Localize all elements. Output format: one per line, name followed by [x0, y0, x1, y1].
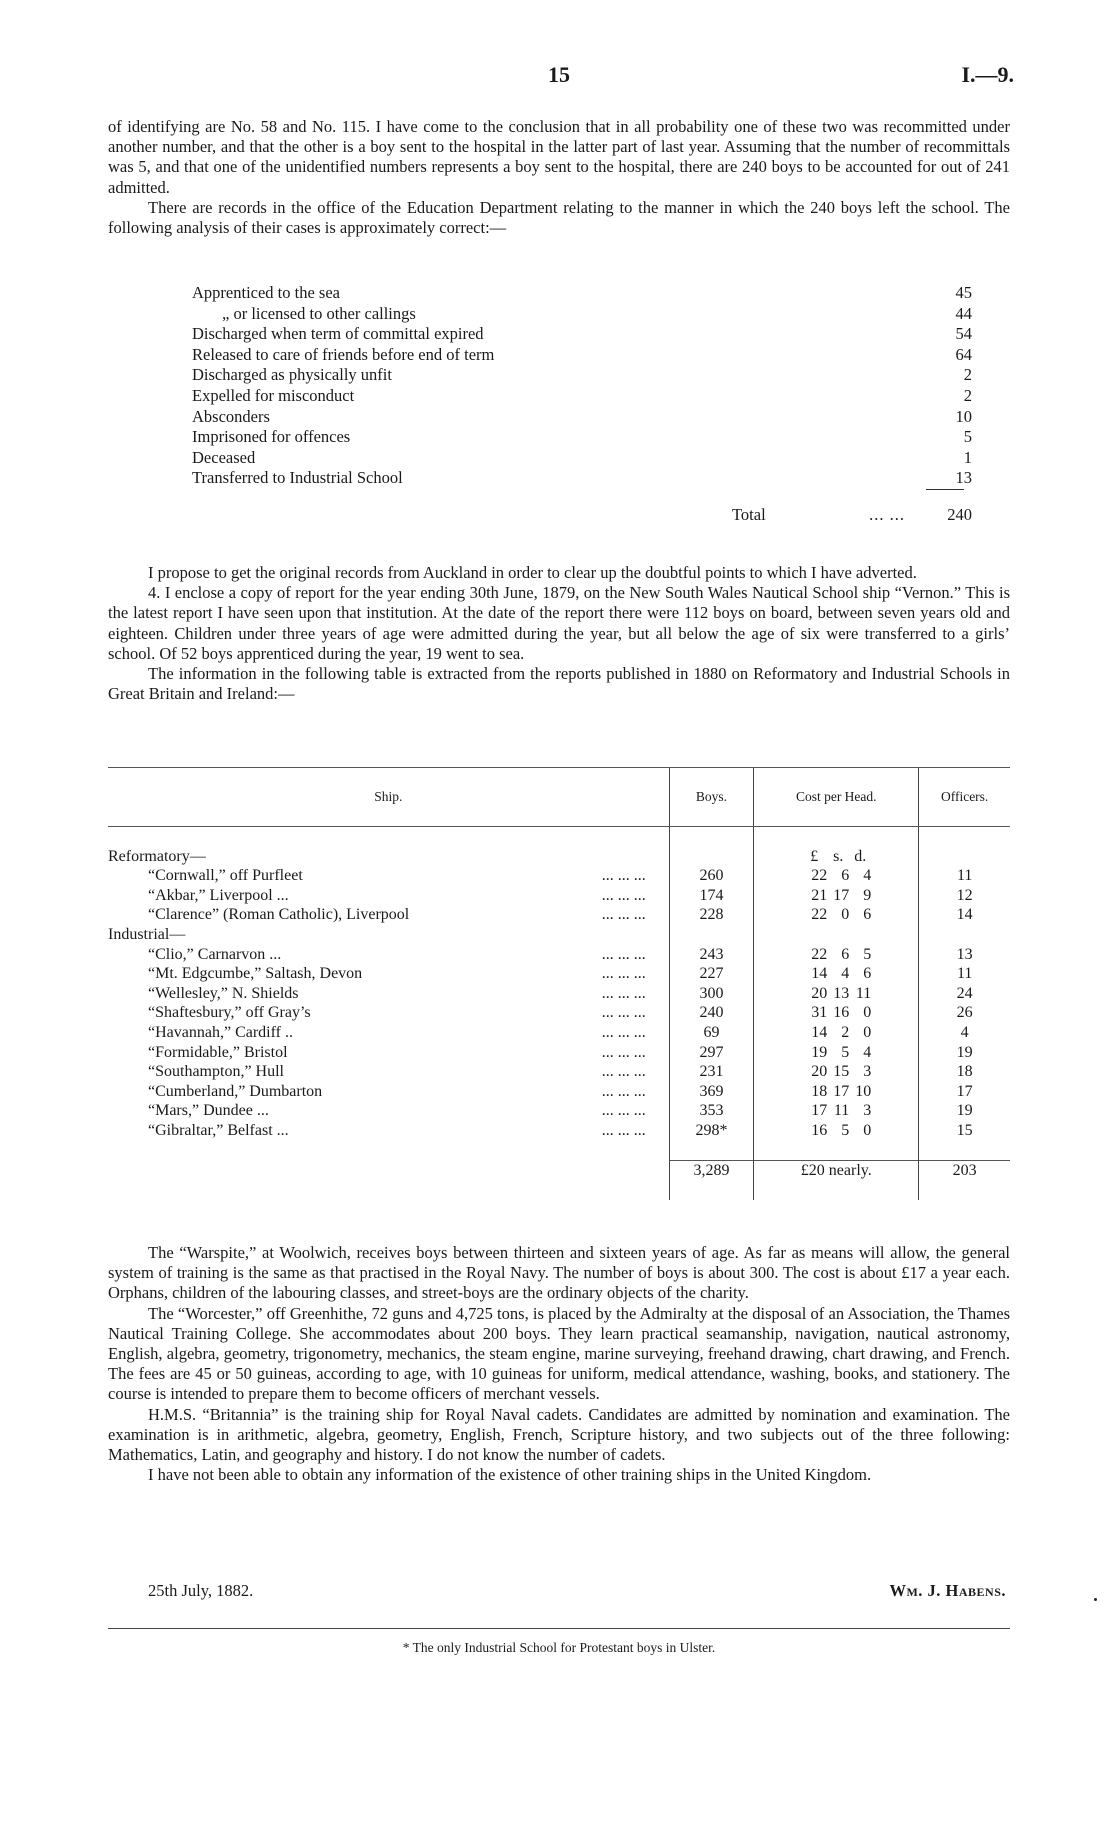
officers-count: 11 — [919, 964, 1010, 984]
cost-per-head: 22 6 4 — [811, 867, 872, 885]
table-row: “Clio,” Carnarvon ... ... ... ... 243 22 6 5 13 — [108, 945, 1010, 965]
table-row: “Wellesley,” N. Shields ... ... ... 300 20 13 11 24 — [108, 984, 1010, 1004]
boys-count: 369 — [669, 1082, 754, 1102]
analysis-row — [192, 324, 972, 345]
analysis-row — [192, 304, 972, 325]
ship-name: “Cornwall,” off Purfleet — [148, 867, 303, 885]
header-officers: Officers. — [919, 768, 1010, 827]
ship-name: “Southampton,” Hull — [148, 1063, 284, 1081]
middle-text — [108, 563, 1010, 704]
table-row: “Mars,” Dundee ... ... ... ... 353 17 11 3 19 — [108, 1101, 1010, 1121]
paragraph: 4. I enclose a copy of report for the year ending 30th June, 1879, on the New South Wales Nautical School ship “Vernon.” This is the latest report I have seen upon that institution. At the date of the report there were 112 boys on board, between seven years old and eighteen. Children under three years of age were admitted during the year, but all below the age of six were transferred to a girls’ school. Of 52 boys apprenticed during the year, 19 went to sea. — [108, 583, 1010, 663]
total-value: 240 — [947, 504, 972, 524]
table-row: “Mt. Edgcumbe,” Saltash, Devon ... ... ... 227 14 4 6 11 — [108, 964, 1010, 984]
currency-units: £ s. d. — [810, 847, 867, 865]
analysis-row — [192, 283, 972, 304]
table-row: “Akbar,” Liverpool ... ... ... ... 174 21 17 9 12 — [108, 886, 1010, 906]
analysis-label: Released to care of friends before end of term — [192, 344, 495, 364]
table-row: “Southampton,” Hull ... ... ... 231 20 15 3 18 — [108, 1062, 1010, 1082]
analysis-row — [192, 386, 972, 407]
analysis-row — [192, 448, 972, 469]
table-row: “Formidable,” Bristol ... ... ... 297 19 5 4 19 — [108, 1043, 1010, 1063]
header-cost: Cost per Head. — [754, 768, 919, 827]
ship-name: “Clio,” Carnarvon ... — [148, 945, 282, 963]
officers-count: 13 — [919, 945, 1010, 965]
analysis-label: Apprenticed to the sea — [192, 283, 340, 302]
table-row: “Gibraltar,” Belfast ... ... ... ... 298* 16 5 0 15 — [108, 1121, 1010, 1141]
boys-count: 231 — [669, 1062, 754, 1082]
boys-count: 260 — [669, 866, 754, 886]
analysis-value: 10 — [955, 406, 972, 426]
boys-count: 297 — [669, 1043, 754, 1063]
cost-per-head: 14 4 6 — [811, 965, 872, 983]
paragraph: The “Warspite,” at Woolwich, receives boys between thirteen and sixteen years of age. As far as means will allow, the general system of training is the same as that practised in the Royal Navy. The number of boys is about 300. The cost is about £17 a year each. Orphans, children of the labouring classes, and street-boys are the ordinary objects of the charity. — [108, 1243, 1010, 1303]
officers-count: 14 — [919, 905, 1010, 925]
signature-date: 25th July, 1882. — [148, 1581, 254, 1600]
analysis-value: 2 — [963, 385, 972, 405]
category-row — [108, 847, 1010, 867]
ship-name: “Shaftesbury,” off Gray’s — [148, 1004, 311, 1022]
officers-count: 19 — [919, 1101, 1010, 1121]
footnote-rule — [108, 1628, 1010, 1629]
header-boys: Boys. — [669, 768, 754, 827]
analysis-row — [192, 407, 972, 428]
ship-name: “Akbar,” Liverpool ... — [148, 886, 289, 904]
officers-count: 15 — [919, 1121, 1010, 1141]
cost-per-head: 22 6 5 — [811, 945, 872, 963]
analysis-value: 2 — [963, 365, 972, 385]
cost-per-head: 14 2 0 — [811, 1023, 872, 1041]
signature-line — [108, 1581, 1010, 1601]
total-label: Total — [732, 504, 766, 524]
stray-mark — [1094, 1598, 1097, 1601]
analysis-label: Deceased — [192, 447, 256, 467]
analysis-label: Imprisoned for offences — [192, 427, 351, 447]
analysis-value: 5 — [963, 427, 972, 447]
cost-per-head: 20 13 11 — [811, 984, 872, 1002]
table-row: “Clarence” (Roman Catholic), Liverpool ... ... ... 228 22 0 6 14 — [108, 905, 1010, 925]
table-row: “Havannah,” Cardiff .. ... ... ... 69 14 2 0 4 — [108, 1023, 1010, 1043]
total-boys: 3,289 — [669, 1161, 754, 1181]
ship-name: “Gibraltar,” Belfast ... — [148, 1121, 289, 1139]
officers-count: 17 — [919, 1082, 1010, 1102]
ship-name: “Formidable,” Bristol — [148, 1043, 288, 1061]
cost-per-head: 31 16 0 — [811, 1004, 872, 1022]
paragraph: There are records in the office of the Education Department relating to the manner in which the 240 boys left the school. The following analysis of their cases is approximately correct:— — [108, 197, 1010, 238]
table-header-row — [108, 768, 1010, 827]
analysis-row — [192, 345, 972, 366]
analysis-list — [192, 283, 972, 527]
cost-per-head: 17 11 3 — [811, 1102, 872, 1120]
officers-count: 19 — [919, 1043, 1010, 1063]
boys-count: 174 — [669, 886, 754, 906]
cost-per-head: 22 0 6 — [811, 906, 872, 924]
boys-count: 298* — [669, 1121, 754, 1141]
category-row — [108, 925, 1010, 945]
closing-text — [108, 1243, 1010, 1485]
officers-count: 4 — [919, 1023, 1010, 1043]
analysis-label: Transferred to Industrial School — [192, 468, 403, 488]
analysis-row — [192, 468, 972, 489]
page-header — [0, 62, 1114, 92]
ship-name: “Mars,” Dundee ... — [148, 1102, 269, 1120]
boys-count: 69 — [669, 1023, 754, 1043]
analysis-label: „ or licensed to other callings — [222, 303, 416, 323]
officers-count: 12 — [919, 886, 1010, 906]
analysis-label: Discharged when term of committal expired — [192, 324, 484, 344]
leader-dots: ... ... — [869, 504, 905, 524]
analysis-label: Expelled for misconduct — [192, 385, 355, 405]
paragraph: H.M.S. “Britannia” is the training ship for Royal Naval cadets. Candidates are admitted by nomination and examination. The examination is in arithmetic, algebra, geometry, English, French, Scripture history, and two subjects out of the three following: Mathematics, Latin, and geography and history. I do not know the number of cadets. — [108, 1404, 1010, 1465]
ship-name: “Cumberland,” Dumbarton — [148, 1082, 323, 1100]
boys-count: 243 — [669, 945, 754, 965]
intro-text — [108, 117, 1010, 238]
category-label: Reformatory— — [108, 847, 206, 865]
officers-count: 26 — [919, 1003, 1010, 1023]
cost-per-head: 19 5 4 — [811, 1043, 872, 1061]
ship-name: “Wellesley,” N. Shields — [148, 984, 299, 1002]
footnote: * The only Industrial School for Protestant boys in Ulster. — [402, 1640, 716, 1655]
boys-count: 228 — [669, 905, 754, 925]
ship-name: “Havannah,” Cardiff .. — [148, 1023, 293, 1041]
officers-count: 18 — [919, 1062, 1010, 1082]
officers-count: 24 — [919, 984, 1010, 1004]
category-label: Industrial— — [108, 925, 186, 943]
analysis-value: 64 — [955, 344, 972, 364]
analysis-value: 45 — [955, 283, 972, 302]
paragraph: The “Worcester,” off Greenhithe, 72 guns and 4,725 tons, is placed by the Admiralty at the disposal of an Association, the Thames Nautical Training College. She accommodates about 200 boys. They learn practical seamanship, navigation, nautical astronomy, English, algebra, geometry, trigonometry, mechanics, the steam engine, marine surveying, freehand drawing, chart drawing, and French. The fees are 45 or 50 guineas, according to age, with 10 guineas for uniform, medical attendance, washing, books, and stationery. The course is intended to prepare them to become officers of merchant vessels. — [108, 1303, 1010, 1404]
analysis-row — [192, 365, 972, 386]
total-cost: £20 nearly. — [754, 1161, 919, 1181]
boys-count: 227 — [669, 964, 754, 984]
header-ship: Ship. — [108, 768, 669, 827]
analysis-row — [192, 427, 972, 448]
cost-per-head: 16 5 0 — [811, 1121, 872, 1139]
cost-per-head: 20 15 3 — [811, 1063, 872, 1081]
total-officers: 203 — [919, 1161, 1010, 1181]
ship-name: “Mt. Edgcumbe,” Saltash, Devon — [148, 965, 363, 983]
analysis-value: 44 — [955, 303, 972, 323]
analysis-value: 1 — [963, 447, 972, 467]
boys-count: 240 — [669, 1003, 754, 1023]
table-total-row — [108, 1161, 1010, 1181]
analysis-label: Discharged as physically unfit — [192, 365, 392, 385]
table-row: “Cumberland,” Dumbarton ... ... ... 369 18 17 10 17 — [108, 1082, 1010, 1102]
boys-count: 353 — [669, 1101, 754, 1121]
table-row: “Shaftesbury,” off Gray’s ... ... ... 240 31 16 0 26 — [108, 1003, 1010, 1023]
ship-name: “Clarence” (Roman Catholic), Liverpool — [148, 906, 410, 924]
officers-count: 11 — [919, 866, 1010, 886]
analysis-value: 13 — [955, 468, 972, 488]
signature-name: Wm. J. Habens. — [889, 1581, 1006, 1600]
analysis-value: 54 — [955, 324, 972, 344]
analysis-label: Absconders — [192, 406, 270, 426]
paragraph: I propose to get the original records from Auckland in order to clear up the doubtful points to which I have adverted. — [148, 563, 917, 582]
document-reference: I.—9. — [961, 62, 1014, 87]
ships-table — [108, 767, 1010, 1200]
total-rule — [926, 489, 964, 490]
analysis-total-row — [192, 503, 972, 527]
paragraph: I have not been able to obtain any information of the existence of other training ships in the United Kingdom. — [148, 1465, 872, 1485]
boys-count: 300 — [669, 984, 754, 1004]
cost-per-head: 18 17 10 — [811, 1082, 872, 1100]
table-row: “Cornwall,” off Purfleet ... ... ... 260 22 6 4 11 — [108, 866, 1010, 886]
paragraph: of identifying are No. 58 and No. 115. I have come to the conclusion that in all probability one of these two was recommitted under another number, and that the other is a boy sent to the hospital in the latter part of last year. Assuming that the number of recommittals was 5, and that one of the unidentified numbers represents a boy sent to the hospital, there are 240 boys to be accounted for out of 241 admitted. — [108, 117, 1010, 197]
cost-per-head: 21 17 9 — [811, 886, 872, 904]
paragraph: The information in the following table is extracted from the reports published in 1880 on Reformatory and Industrial Schools in Great Britain and Ireland:— — [108, 664, 1010, 704]
page-number: 15 — [548, 62, 570, 87]
